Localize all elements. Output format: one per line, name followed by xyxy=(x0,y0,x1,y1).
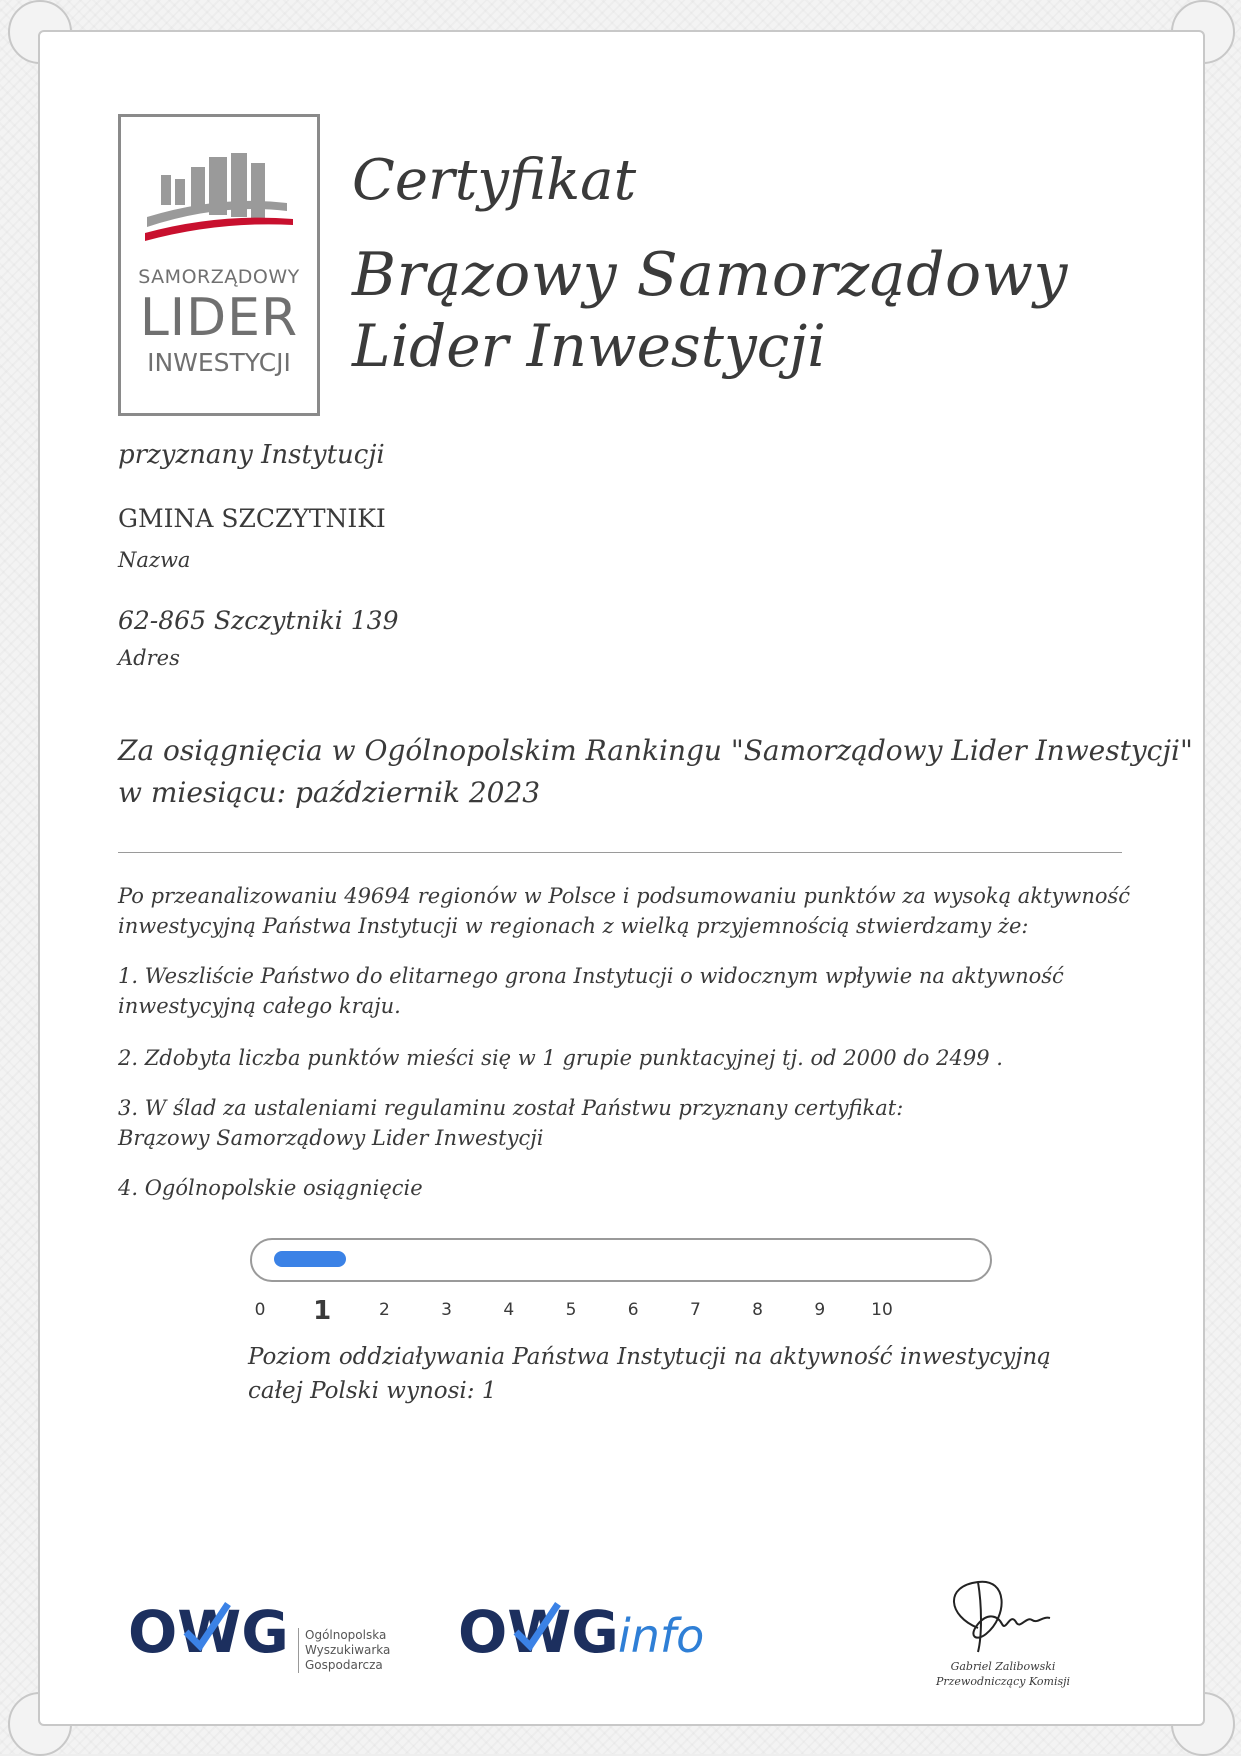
logo-line-1: SAMORZĄDOWY xyxy=(138,266,300,288)
point-1-line-2: inwestycyjną całego kraju. xyxy=(118,994,401,1018)
logo-line-2: LIDER xyxy=(139,288,299,348)
signer-role: Przewodniczący Komisji xyxy=(935,1675,1071,1688)
scale-tick-2: 2 xyxy=(378,1300,390,1320)
point-3-line-1: 3. W ślad za ustaleniami regulaminu został Państwu przyznany certyfikat: xyxy=(118,1096,904,1120)
owg-info-logo-text: OWG xyxy=(458,1598,619,1662)
scale-tick-4: 4 xyxy=(503,1300,515,1320)
scale-tick-10: 10 xyxy=(871,1300,893,1320)
scale-tick-7: 7 xyxy=(689,1300,701,1320)
logo-line-3: INWESTYCJI xyxy=(147,348,291,377)
scale-tick-6: 6 xyxy=(627,1300,639,1320)
impact-line-2: całej Polski wynosi: 1 xyxy=(248,1378,497,1404)
institution-name-label: Nazwa xyxy=(118,548,191,572)
certificate-title: Certyfikat xyxy=(352,148,637,213)
owg-subtitle-line-1: Ogólnopolska xyxy=(305,1628,387,1642)
point-4: 4. Ogólnopolskie osiągnięcie xyxy=(118,1176,423,1200)
divider xyxy=(118,852,1122,853)
scale-tick-8: 8 xyxy=(752,1300,763,1320)
award-title-line-2: Lider Inwestycji xyxy=(352,312,826,380)
owg-subtitle xyxy=(298,1628,390,1673)
scale-tick-0: 0 xyxy=(254,1300,266,1320)
achievement-line-1: Za osiągnięcia w Ogólnopolskim Rankingu "Samorządowy Lider Inwestycji" xyxy=(118,734,1193,767)
awarded-label: przyznany Instytucji xyxy=(118,440,385,470)
buildings-icon xyxy=(121,137,317,267)
impact-scale-fill xyxy=(274,1251,346,1267)
owg-logo xyxy=(128,1598,298,1662)
award-title-line-1: Brązowy Samorządowy xyxy=(352,240,1068,310)
owg-logo-text: OWG xyxy=(128,1598,289,1662)
point-2: 2. Zdobyta liczba punktów mieści się w 1 grupie punktacyjnej tj. od 2000 do 2499 . xyxy=(118,1046,1003,1070)
signature xyxy=(938,1576,1068,1656)
owg-subtitle-line-3: Gospodarcza xyxy=(305,1658,383,1672)
point-3-line-2: Brązowy Samorządowy Lider Inwestycji xyxy=(118,1126,544,1150)
scale-tick-1: 1 xyxy=(313,1296,332,1326)
impact-line-1: Poziom oddziaływania Państwa Instytucji na aktywność inwestycyjną xyxy=(248,1344,1051,1370)
scale-tick-5: 5 xyxy=(565,1300,577,1320)
institution-address-label: Adres xyxy=(118,646,180,670)
institution-name: GMINA SZCZYTNIKI xyxy=(118,504,386,533)
owg-info-suffix: info xyxy=(618,1609,705,1662)
signer-name: Gabriel Zalibowski xyxy=(950,1660,1056,1673)
owg-info-logo xyxy=(458,1598,718,1662)
intro-line-1: Po przeanalizowaniu 49694 regionów w Polsce i podsumowaniu punktów za wysoką aktywność xyxy=(118,884,1131,908)
scale-tick-3: 3 xyxy=(441,1300,452,1320)
intro-line-2: inwestycyjną Państwa Instytucji w regionach z wielką przyjemnością stwierdzamy że: xyxy=(118,914,1029,938)
impact-scale-track xyxy=(250,1238,992,1282)
scale-tick-9: 9 xyxy=(814,1300,826,1320)
institution-address: 62-865 Szczytniki 139 xyxy=(118,606,399,635)
achievement-line-2: w miesiącu: październik 2023 xyxy=(118,776,541,809)
owg-subtitle-line-2: Wyszukiwarka xyxy=(305,1643,391,1657)
point-1-line-1: 1. Weszliście Państwo do elitarnego grona Instytucji o widocznym wpływie na aktywność xyxy=(118,964,1064,988)
